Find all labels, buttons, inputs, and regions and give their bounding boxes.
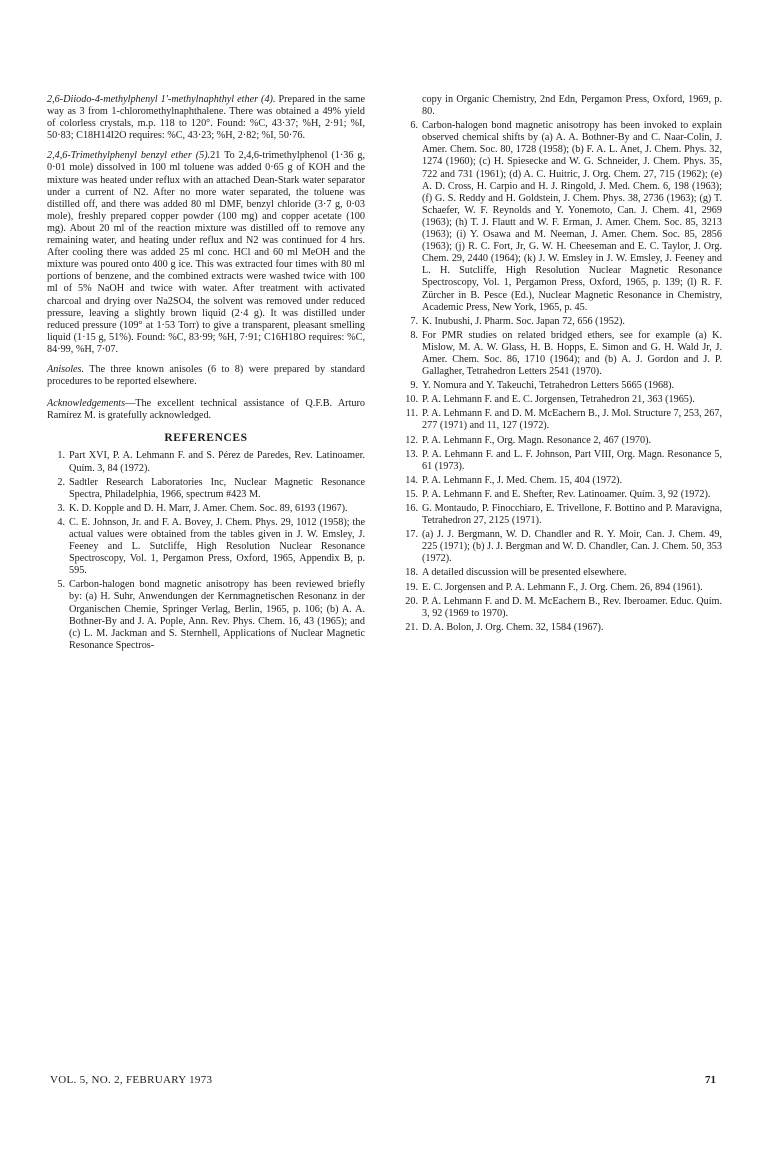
anisoles-text: The three known anisoles (6 to 8) were prepared by standard procedures to be reported elsewhere. (47, 363, 365, 388)
reference-item: 5. Carbon-halogen bond magnetic anisotropy has been reviewed briefly by: (a) H. Suhr, Anwendungen der Kernmagnetischen Resonanz in der Organischen Chemie, Springer Verlag, Berlin, 1965, p. 106; (b) A. A. Bothner-By and J. A. Pople, Ann. Rev. Phys. Chem. 16, 43 (1965); and (c) L. M. Jackman and S. Sternhell, Applications of Nuclear Magnetic Resonance Spectros- (57, 579, 365, 651)
reference-item: 15. P. A. Lehmann F. and E. Shefter, Rev. Latinoamer. Quím. 3, 92 (1972). (405, 488, 711, 500)
left-column (47, 94, 365, 654)
reference-item: 19. E. C. Jorgensen and P. A. Lehmann F., J. Org. Chem. 26, 894 (1961). (405, 581, 703, 593)
reference-item: 11. P. A. Lehmann F. and D. M. McEachern B., J. Mol. Structure 7, 253, 267, 277 (1971) and 11, 127 (1972). (405, 408, 722, 432)
reference-list-right (400, 120, 722, 634)
right-column (400, 94, 722, 636)
reference-item: 14. P. A. Lehmann F., J. Med. Chem. 15, 404 (1972). (405, 474, 623, 486)
acknowledgements-text: —The excellent technical assistance of Q.F.B. Arturo Ramírez M. is gratefully acknowledged. (47, 398, 365, 422)
compound-4-text: Prepared in the same way as 3 from 1-chloromethylnaphthalene. There was obtained a 49% yield of colorless crystals, m.p. 118 to 120°. Found: %C, 43·37; %H, 2·91; %I, 50·83; C18H14I2O requires: %C, 43·23; %H, 2·82; %I, 50·76. (47, 94, 365, 142)
reference-item: 20. P. A. Lehmann F. and D. M. McEachern B., Rev. Iberoamer. Educ. Quím. 3, 92 (1969 to 1970). (405, 595, 722, 619)
reference-item: 18. A detailed discussion will be presented elsewhere. (405, 567, 627, 579)
acknowledgements (47, 398, 365, 422)
compound-5-heading: 2,4,6-Trimethylphenyl benzyl ether (5). (47, 150, 211, 162)
compound-5-text: 21 To 2,4,6-trimethylphenol (1·36 g, 0·01 mole) dissolved in 100 ml toluene was added 0·65 g of KOH and the mixture was heated under reflux with an attached Dean-Stark water separator under a current of N2. After no more water separated, the toluene was distilled off, and there was added 80 ml DMF, benzyl chloride (3·7 g, 0·03 mole), freshly prepared copper powder (100 mg) and copper acetate (100 mg). About 20 ml of the reaction mixture was distilled off to remove any remaining water, and heating under reflux and N2 was continued for 4 hrs. After cooling there was added 25 ml conc. HCl and 60 ml MeOH and the mixture was poured onto 400 g ice. This was extracted four times with 80 ml portions of benzene, and the combined extracts were washed twice with 100 ml of 5% NaOH and twice with water. After treatment with activated charcoal and drying over Na2SO4, the solvent was removed under reduced pressure, leaving a slightly brown liquid (2·4 g). It was distilled under reduced pressure (109° at 1·53 Torr) to give a transparent, pleasant smelling liquid (1·15 g, 51%). Found: %C, 83·99; %H, 7·91; C16H18O requires: %C, 84·99, %H, 7·07. (47, 150, 365, 355)
experimental-paragraph-4 (47, 94, 365, 142)
reference-item: 12. P. A. Lehmann F., Org. Magn. Resonance 2, 467 (1970). (405, 434, 652, 446)
anisoles-heading: Anisoles. (47, 363, 85, 375)
reference-item: 8. For PMR studies on related bridged ethers, see for example (a) K. Mislow, M. A. W. Glass, H. B. Hopps, E. Simon and G. H. Wald Jr, J. Amer. Chem. Soc. 86, 1710 (1964); and (b) A. J. Gordon and J. P. Gallagher, Tetrahedron Letters 2541 (1970). (410, 329, 722, 378)
reference-item: 7. K. Inubushi, J. Pharm. Soc. Japan 72, 656 (1952). (410, 315, 625, 327)
reference-item: 16. G. Montaudo, P. Finocchiaro, E. Trivellone, F. Bottino and P. Maravigna, Tetrahedron 27, 2125 (1971). (405, 503, 722, 527)
acknowledgements-heading: Acknowledgements (47, 398, 126, 410)
reference-item: 4. C. E. Johnson, Jr. and F. A. Bovey, J. Chem. Phys. 29, 1012 (1958); the actual values were obtained from the tables given in J. W. Emsley, J. Feeney and L. Sutcliffe, High Resolution Nuclear Resonance Spectroscopy, Vol. 1, Pergamon Press, Oxford, 1965, Appendix B, p. 595. (57, 516, 365, 577)
references-heading: REFERENCES (164, 432, 248, 445)
reference-item: 17. (a) J. J. Bergmann, W. D. Chandler and R. Y. Moir, Can. J. Chem. 49, 225 (1971); (b) J. J. Bergman and W. D. Chandler, Can. J. Chem. 50, 353 (1972). (405, 529, 722, 565)
reference-item: 21. D. A. Bolon, J. Org. Chem. 32, 1584 (1967). (405, 621, 604, 633)
reference-item: 1. Part XVI, P. A. Lehmann F. and S. Pérez de Paredes, Rev. Latinoamer. Quím. 3, 84 (1972). (57, 450, 365, 474)
page-number: 71 (705, 1074, 716, 1086)
experimental-paragraph-anisoles (47, 364, 365, 388)
experimental-paragraph-5 (47, 150, 365, 356)
reference-item: 3. K. D. Kopple and D. H. Marr, J. Amer. Chem. Soc. 89, 6193 (1967). (57, 502, 348, 514)
reference-item: 13. P. A. Lehmann F. and L. F. Johnson, Part VIII, Org. Magn. Resonance 5, 61 (1973). (405, 448, 722, 472)
reference-item: 2. Sadtler Research Laboratories Inc, Nuclear Magnetic Resonance Spectra, Philadelphia, 1966, spectrum #423 M. (57, 476, 365, 500)
reference-list-left (47, 450, 365, 652)
reference-item: 6. Carbon-halogen bond magnetic anisotropy has been invoked to explain observed chemical shifts by (a) A. A. Bothner-By and C. Naar-Colin, J. Amer. Chem. Soc. 80, 1728 (1958); (b) F. A. L. Anet, J. Chem. Phys. 32, 1274 (1960); (c) H. Spiesecke and W. G. Schneider, J. Chem. Phys. 35, 722 and 731 (1961); (d) A. C. Huitric, J. Org. Chem. 27, 715 (1962); (e) A. D. Cross, H. Carpio and H. J. Ringold, J. Med. Chem. 6, 198 (1963); (f) G. S. Reddy and H. Goldstein, J. Chem. Phys. 38, 2736 (1963); (g) T. Schaefer, W. F. Reynolds and Y. Yonemoto, Can. J. Chem. 41, 2969 (1963); (h) T. J. Flautt and W. F. Erman, J. Amer. Chem. Soc. 85, 3213 (1963); (i) Y. Osawa and M. Neeman, J. Amer. Chem. Soc. 85, 2856 (1963); (j) R. C. Fort, Jr, G. W. H. Cheeseman and E. C. Taylor, J. Org. Chem. 29, 2440 (1964); (k) J. W. Emsley in J. W. Emsley, J. Feeney and L. H. Sutcliffe, High Resolution Nuclear Magnetic Resonance Spectroscopy, Vol. 1, Pergamon Press, Oxford, 1965, p. 139; (l) R. F. Zürcher in B. Pesce (Ed.), Nuclear Magnetic Resonance in Chemistry, Academic Press, New York, 1965, p. 45. (410, 120, 722, 313)
reference-5-continuation: copy in Organic Chemistry, 2nd Edn, Pergamon Press, Oxford, 1969, p. 80. (422, 94, 722, 118)
compound-4-heading: 2,6-Diiodo-4-methylphenyl 1′-methylnaphthyl ether (4). (47, 94, 276, 105)
journal-footer: VOL. 5, NO. 2, FEBRUARY 1973 (50, 1074, 213, 1086)
reference-item: 10. P. A. Lehmann F. and E. C. Jorgensen, Tetrahedron 21, 363 (1965). (405, 394, 695, 406)
reference-item: 9. Y. Nomura and Y. Takeuchi, Tetrahedron Letters 5665 (1968). (410, 380, 675, 392)
